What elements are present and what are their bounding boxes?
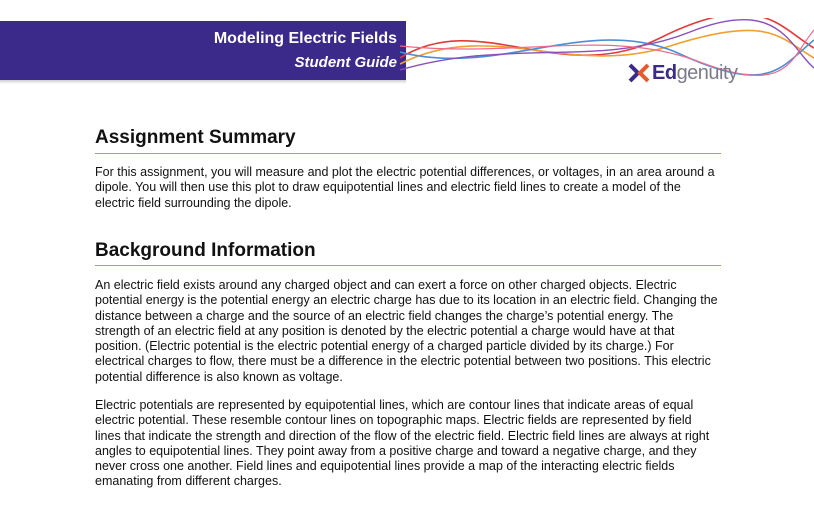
header-banner xyxy=(0,21,406,80)
decorative-waves xyxy=(400,18,814,88)
document-title: Modeling Electric Fields xyxy=(213,30,397,47)
document-subtitle: Student Guide xyxy=(294,54,397,71)
edgenuity-logo xyxy=(628,60,738,86)
assignment-summary-heading: Assignment Summary xyxy=(95,127,296,148)
background-paragraph-2: Electric potentials are represented by equipotential lines, which are contour lines that indicate areas of equal electric potential. These resemble contour lines on topographic maps. Electric fields are represented by field lines that indicate the strength and direction of the flow of the electric field. Electric field lines are always at right angles to equipotential lines. They point away from a positive charge and toward a negative charge, and they never cross one another. Field lines and equipotential lines provide a map of the interacting electric fields emanating from different charges. xyxy=(95,398,710,489)
background-information-heading: Background Information xyxy=(95,240,316,261)
section-divider xyxy=(95,265,721,266)
edgenuity-x-icon xyxy=(628,62,650,84)
logo-text-genuity: genuity xyxy=(676,61,738,84)
logo-text-ed: Ed xyxy=(652,61,677,84)
background-paragraph-1: An electric field exists around any charged object and can exert a force on other charged objects. Electric potential energy is the potential energy an electric charge has due to its location in an electric field. Changing the distance between a charge and the source of an electric field changes the charge’s potential energy. The strength of an electric field at any position is denoted by the electric potential a charge would have at that position. (Electric potential is the electric potential energy of a charged particle divided by its charge.) For electrical charges to flow, there must be a difference in the electric potential between two positions. This electric potential difference is also known as voltage. xyxy=(95,278,718,384)
assignment-summary-text: For this assignment, you will measure and plot the electric potential differences, or voltages, in an area around a dipole. You will then use this plot to draw equipotential lines and electric field lines to create a model of the electric field surrounding the dipole. xyxy=(95,165,715,210)
section-divider xyxy=(95,153,721,154)
header-shadow xyxy=(0,80,406,84)
